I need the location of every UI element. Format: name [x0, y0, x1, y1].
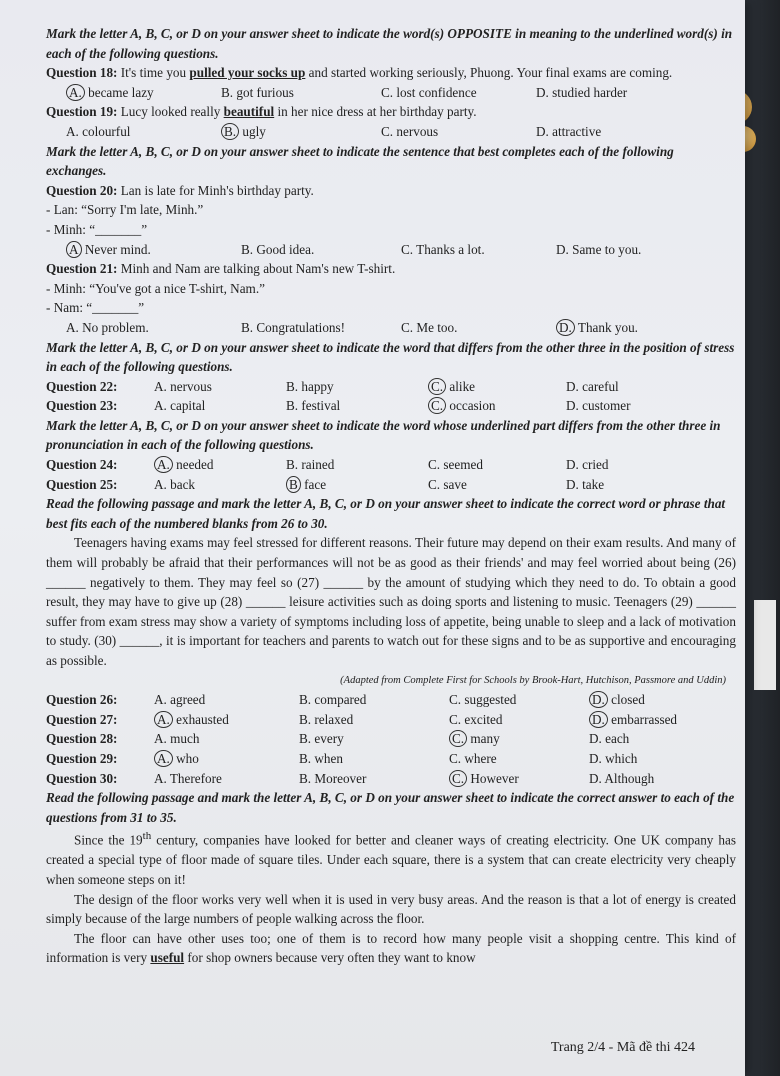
- option-c[interactable]: C. where: [449, 750, 497, 766]
- option-c[interactable]: C. seemed: [428, 457, 483, 473]
- options-20: [46, 240, 736, 260]
- option-b[interactable]: B. relaxed: [299, 711, 354, 727]
- option-c[interactable]: C. occasion: [428, 396, 566, 416]
- question-19: Question 19: Lucy looked really beautiful in her nice dress at her birthday party.: [46, 104, 477, 120]
- exam-content: [46, 24, 736, 968]
- option-d[interactable]: D. Although: [589, 770, 655, 786]
- option-b[interactable]: B. every: [299, 731, 344, 747]
- reading-paragraph-3: The floor can have other uses too; one of them is to record how many people visit a shopping centre. This kind of information is very useful for shop owners because very often they want to know: [46, 930, 736, 966]
- option-a[interactable]: A. needed: [154, 455, 286, 475]
- option-a[interactable]: A Never mind.: [46, 240, 241, 260]
- option-a[interactable]: A. who: [154, 749, 299, 769]
- question-21: Question 21: Minh and Nam are talking about Nam's new T-shirt.: [46, 261, 396, 277]
- question-30: Question 30: A. Therefore B. Moreover C. However D. Although: [46, 769, 736, 789]
- option-a[interactable]: A. much: [154, 731, 200, 747]
- question-25: Question 25: A. back B face C. save D. take: [46, 475, 736, 495]
- option-a[interactable]: A. capital: [154, 398, 206, 414]
- option-a[interactable]: A. colourful: [66, 123, 131, 139]
- option-b[interactable]: B. Good idea.: [241, 241, 315, 257]
- dialogue-line: - Minh: “You've got a nice T-shirt, Nam.”: [46, 280, 265, 296]
- instruction-exchanges: Mark the letter A, B, C, or D on your answer sheet to indicate the sentence that best completes each of the following exchanges.: [46, 143, 674, 179]
- question-27: Question 27: A. exhausted B. relaxed C. excited D. embarrassed: [46, 710, 736, 730]
- option-c[interactable]: C. nervous: [381, 123, 439, 139]
- option-b[interactable]: B. when: [299, 750, 343, 766]
- option-b[interactable]: B. Congratulations!: [241, 319, 346, 335]
- option-b[interactable]: B. got furious: [221, 84, 294, 100]
- passage-source: (Adapted from Complete First for Schools by Brook-Hart, Hutchison, Passmore and Uddin): [340, 674, 726, 686]
- option-b[interactable]: B. compared: [299, 692, 367, 708]
- option-d[interactable]: D. take: [566, 476, 605, 492]
- option-b[interactable]: B. rained: [286, 457, 335, 473]
- reading-paragraph-1: Since the 19th century, companies have looked for better and cleaner ways of creating electricity. One UK company has created a special type of floor made of square tiles. Under each square, there is a system that can create electricity very cheaply when someone steps on it!: [46, 830, 736, 887]
- page-footer: Trang 2/4 - Mã đề thi 424: [550, 1040, 695, 1055]
- option-a[interactable]: A. became lazy: [46, 83, 221, 103]
- question-20: Question 20: Lan is late for Minh's birthday party.: [46, 182, 314, 198]
- question-22: Question 22: A. nervous B. happy C. alike D. careful: [46, 377, 736, 397]
- option-b[interactable]: B. ugly: [221, 122, 381, 142]
- instruction-cloze: Read the following passage and mark the letter A, B, C, or D on your answer sheet to indicate the correct word or phrase that best fits each of the numbered blanks from 26 to 30.: [46, 496, 726, 531]
- option-c[interactable]: C. Me too.: [401, 319, 458, 335]
- option-a[interactable]: A. back: [154, 476, 196, 492]
- option-b[interactable]: B. happy: [286, 378, 334, 394]
- option-c[interactable]: C. many: [449, 729, 589, 749]
- option-d[interactable]: D. each: [589, 731, 630, 747]
- option-d[interactable]: D. customer: [566, 398, 631, 414]
- question-26: Question 26: A. agreed B. compared C. suggested D. closed: [46, 690, 736, 710]
- option-a[interactable]: A. No problem.: [66, 319, 149, 335]
- question-24: Question 24: A. needed B. rained C. seemed D. cried: [46, 455, 736, 475]
- option-b[interactable]: B. Moreover: [299, 770, 367, 786]
- option-d[interactable]: D. which: [589, 750, 638, 766]
- question-28: Question 28: A. much B. every C. many D. each: [46, 729, 736, 749]
- option-d[interactable]: D. studied harder: [536, 84, 628, 100]
- cloze-passage: Teenagers having exams may feel stressed for different reasons. Their future may depend on their exam results. And many of them will probably be afraid that their performances will not be as good as their friends' and may feel worried about being (26) ______ negatively to them. They may feel so (27) ______ by the amount of studying which they need to do. To obtain a good result, they may have to give up (28) ______ leisure activities such as doing sports and listening to music. Teenagers (29) ______ suffer from exam stress may show a variety of symptoms including loss of appetite, being unable to sleep and a lack of motivation to study. (30) ______, it is important for teachers and parents to watch out for these signs and to be as supportive and encouraging as possible.: [46, 535, 736, 668]
- option-a[interactable]: A. exhausted: [154, 710, 299, 730]
- option-a[interactable]: A. nervous: [154, 378, 212, 394]
- instruction-pronunciation: Mark the letter A, B, C, or D on your answer sheet to indicate the word whose underlined part differs from the other three in pronunciation in each of the following questions.: [46, 417, 721, 453]
- options-18: [46, 83, 736, 103]
- instruction-opposite: Mark the letter A, B, C, or D on your answer sheet to indicate the word(s) OPPOSITE in meaning to the underlined word(s) in each of the following questions.: [46, 26, 733, 61]
- option-c[interactable]: C. suggested: [449, 692, 517, 708]
- option-d[interactable]: D. careful: [566, 378, 619, 394]
- reading-paragraph-2: The design of the floor works very well when it is used in very busy areas. And the reason is that a lot of energy is created simply because of the large numbers of people walking across the floor.: [46, 891, 736, 927]
- question-18: Question 18: It's time you pulled your socks up and started working seriously, Phuong. Your final exams are coming.: [46, 65, 673, 81]
- option-c[interactable]: C. lost confidence: [381, 84, 477, 100]
- option-a[interactable]: A. Therefore: [154, 770, 222, 786]
- option-d[interactable]: D. cried: [566, 457, 609, 473]
- dialogue-line: - Nam: “_______”: [46, 300, 145, 316]
- question-23: Question 23: A. capital B. festival C. occasion D. customer: [46, 396, 736, 416]
- option-b[interactable]: B. festival: [286, 398, 341, 414]
- dialogue-line: - Minh: “_______”: [46, 221, 148, 237]
- option-d[interactable]: D. attractive: [536, 123, 602, 139]
- option-a[interactable]: A. agreed: [154, 692, 206, 708]
- question-29: Question 29: A. who B. when C. where D. which: [46, 749, 736, 769]
- dialogue-line: - Lan: “Sorry I'm late, Minh.”: [46, 202, 204, 218]
- options-19: [46, 122, 736, 142]
- option-d[interactable]: D. closed: [589, 690, 645, 710]
- option-c[interactable]: C. excited: [449, 711, 503, 727]
- option-c[interactable]: C. Thanks a lot.: [401, 241, 485, 257]
- background-sticker: [754, 600, 776, 690]
- option-b[interactable]: B face: [286, 475, 428, 495]
- option-c[interactable]: C. However: [449, 769, 589, 789]
- instruction-reading: Read the following passage and mark the letter A, B, C, or D on your answer sheet to indicate the correct answer to each of the questions from 31 to 35.: [46, 790, 735, 825]
- options-21: [46, 318, 736, 338]
- option-c[interactable]: C. alike: [428, 377, 566, 397]
- option-d[interactable]: D. Thank you.: [556, 318, 706, 338]
- instruction-stress: Mark the letter A, B, C, or D on your answer sheet to indicate the word that differs from the other three in the position of stress in each of the following questions.: [46, 339, 735, 375]
- option-c[interactable]: C. save: [428, 476, 467, 492]
- option-d[interactable]: D. embarrassed: [589, 710, 677, 730]
- option-d[interactable]: D. Same to you.: [556, 241, 642, 257]
